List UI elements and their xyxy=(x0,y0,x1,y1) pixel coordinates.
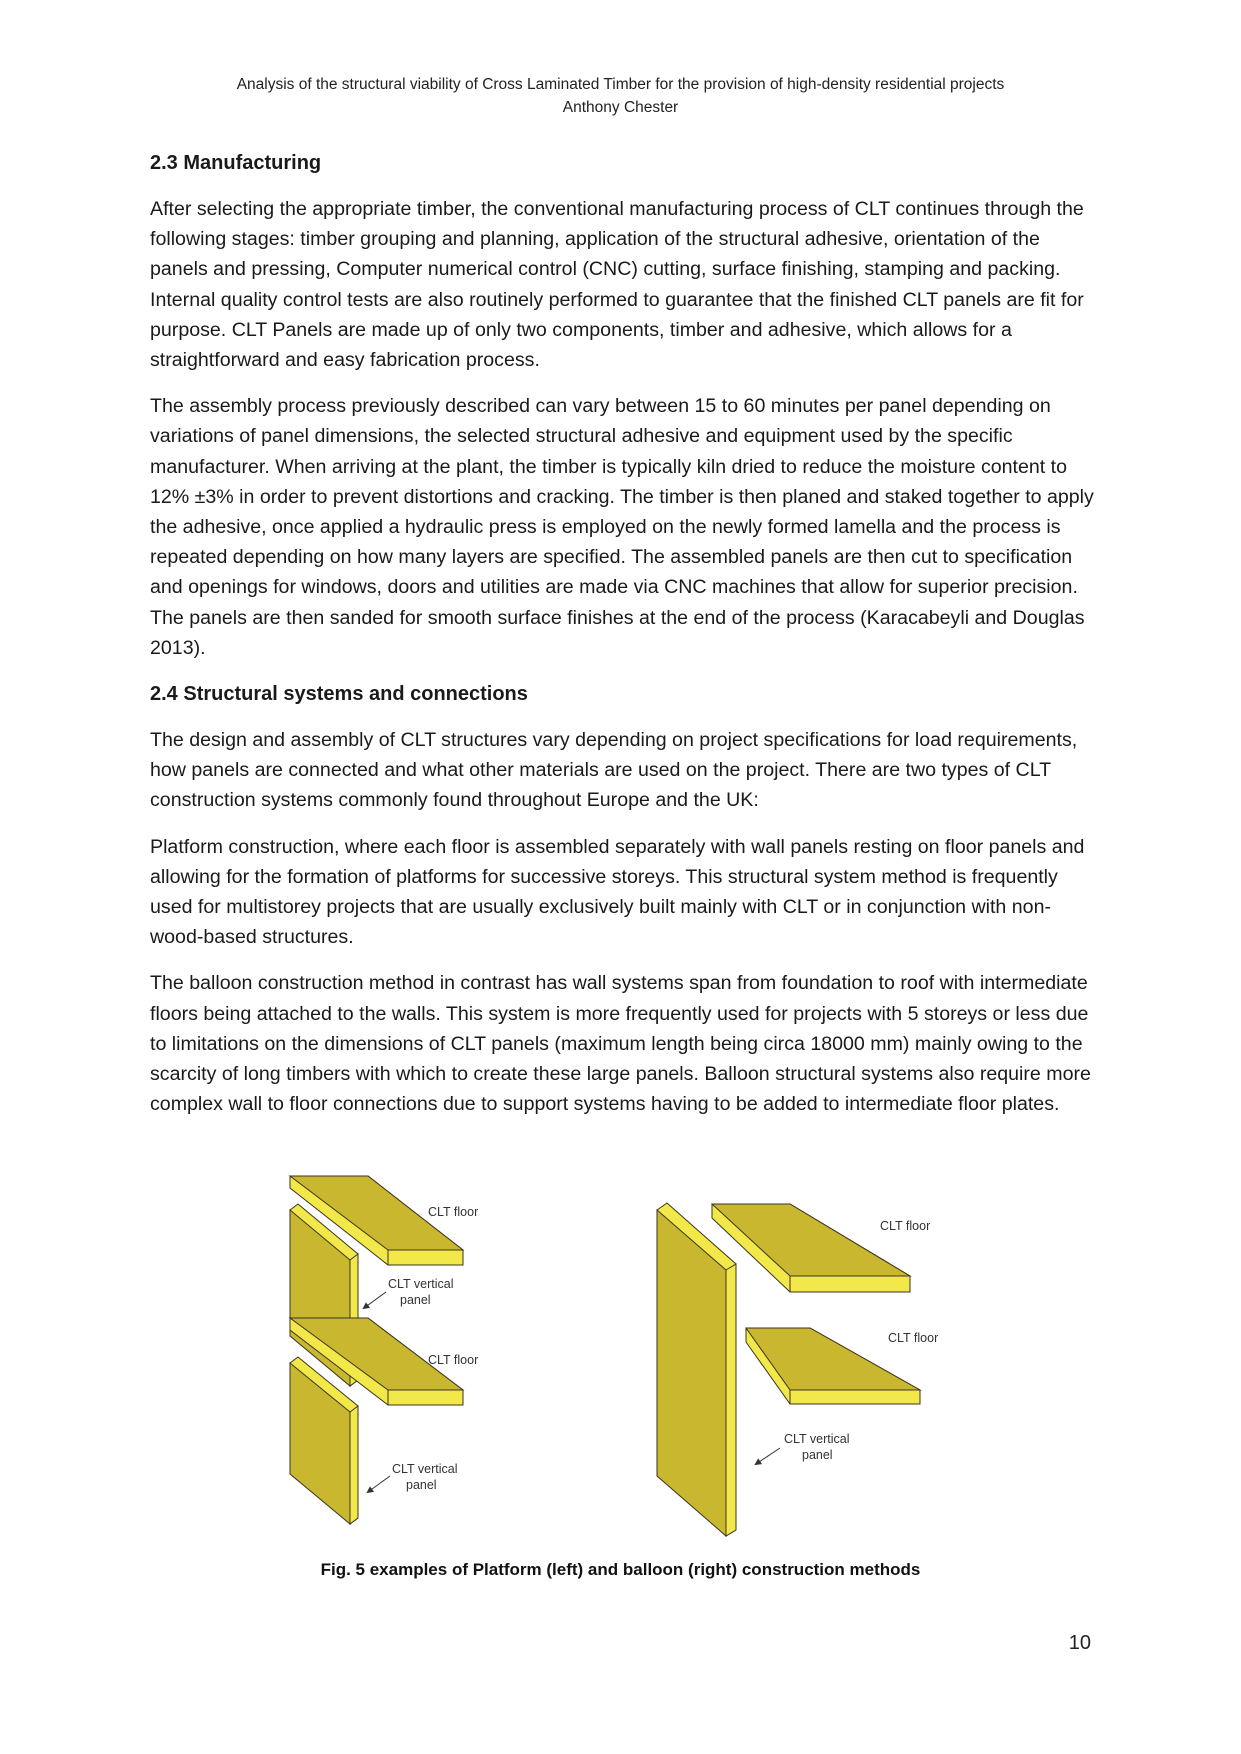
figure-caption: Fig. 5 examples of Platform (left) and balloon (right) construction methods xyxy=(320,1560,921,1579)
label-right-floor-top: CLT floor xyxy=(880,1219,931,1233)
label-left-vertical-bottom-2: panel xyxy=(406,1478,437,1492)
paragraph: After selecting the appropriate timber, the conventional manufacturing process of CLT continues through the following stages: timber grouping and planning, application of the structural adhesive, orientation of the panels and pressing, Computer numerical control (CNC) cutting, surface finishing, stamping and packing. Internal quality control tests are also routinely performed to guarantee that the finished CLT panels are fit for purpose. CLT Panels are made up of only two components, timber and adhesive, which allows for a straightforward and easy fabrication process. xyxy=(150,198,1084,372)
label-right-floor-bottom: CLT floor xyxy=(888,1331,939,1345)
section-heading-manufacturing: 2.3 Manufacturing xyxy=(150,152,322,174)
paragraph: The balloon construction method in contrast has wall systems span from foundation to roof with intermediate floors being attached to the walls. This system is more frequently used for projects with 5 storeys or less due to limitations on the dimensions of CLT panels (maximum length being circa 18000 mm) mainly owing to the scarcity of long timbers with which to create these large panels. Balloon structural systems also require more complex wall to floor connections due to support systems having to be added to intermediate floor plates. xyxy=(150,972,1091,1116)
label-right-vertical-2: panel xyxy=(802,1448,833,1462)
label-right-vertical-1: CLT vertical xyxy=(784,1432,850,1446)
arrow-left-vertical-top xyxy=(364,1292,386,1308)
paragraph: Platform construction, where each floor is assembled separately with wall panels resting on floor panels and allowing for the formation of platforms for successive storeys. This structural system method is frequently used for multistorey projects that are usually exclusively built mainly with CLT or in conjunction with non-wood-based structures. xyxy=(150,835,1085,949)
construction-diagram xyxy=(280,1168,970,1548)
label-left-vertical-bottom-1: CLT vertical xyxy=(392,1462,458,1476)
section-heading-structural: 2.4 Structural systems and connections xyxy=(150,683,528,706)
right-vertical-panel xyxy=(657,1203,736,1536)
paragraph: The design and assembly of CLT structures vary depending on project specifications for load requirements, how panels are connected and what other materials are used on the project. There are two types of CLT construction systems commonly found throughout Europe and the UK: xyxy=(150,729,1078,812)
label-left-vertical-top-1: CLT vertical xyxy=(388,1277,454,1291)
header-title: Analysis of the structural viability of Cross Laminated Timber for the provision of high-density residential projects xyxy=(236,76,1005,93)
right-floor-top-panel xyxy=(712,1204,910,1292)
label-left-floor-bottom: CLT floor xyxy=(428,1353,479,1367)
label-left-vertical-top-2: panel xyxy=(400,1293,431,1307)
header-author: Anthony Chester xyxy=(562,99,679,116)
label-left-floor-top: CLT floor xyxy=(428,1205,479,1219)
paragraph: The assembly process previously described can vary between 15 to 60 minutes per panel depending on variations of panel dimensions, the selected structural adhesive and equipment used by the specific manufacturer. When arriving at the plant, the timber is typically kiln dried to reduce the moisture content to 12% ±3% in order to prevent distortions and cracking. The timber is then planed and staked together to apply the adhesive, once applied a hydraulic press is employed on the newly formed lamella and the process is repeated depending on how many layers are specified. The assembled panels are then cut to specification and openings for windows, doors and utilities are made via CNC machines that allow for superior precision. The panels are then sanded for smooth surface finishes at the end of the process (Karacabeyli and Douglas 2013). xyxy=(150,395,1094,659)
arrow-left-vertical-bottom xyxy=(368,1476,390,1492)
page-number: 10 xyxy=(1068,1632,1091,1654)
figure-construction-methods xyxy=(280,1168,970,1548)
body-content xyxy=(150,148,1095,1135)
arrow-right-vertical xyxy=(756,1448,780,1464)
